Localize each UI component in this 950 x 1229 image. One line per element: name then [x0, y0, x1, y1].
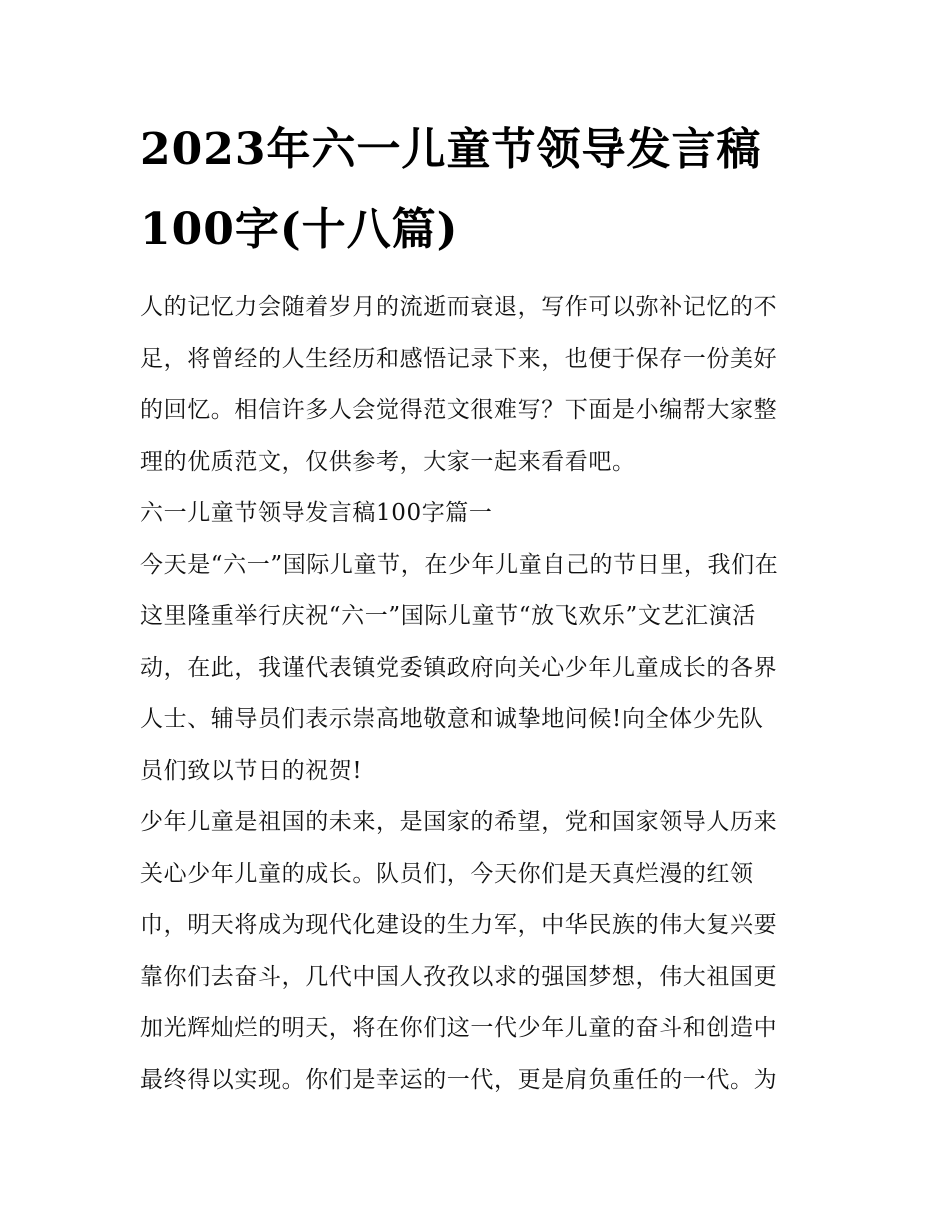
- document-body: [140, 282, 812, 1106]
- section-heading-text: 六一儿童节领导发言稿100字篇一: [140, 500, 493, 526]
- text-line: 巾，明天将成为现代化建设的生力军，中华民族的伟大复兴要: [140, 912, 778, 938]
- body-paragraph-2: [140, 797, 812, 1106]
- intro-paragraph: [140, 282, 812, 488]
- title-line: 100字(十八篇): [140, 204, 459, 255]
- text-line: 动，在此，我谨代表镇党委镇政府向关心少年儿童成长的各界: [140, 654, 778, 681]
- text-line: 今天是“六一”国际儿童节，在少年儿童自己的节日里，我们在: [140, 551, 779, 578]
- title-line: 2023年六一儿童节领导发言稿: [140, 124, 762, 175]
- text-line: 这里隆重举行庆祝“六一”国际儿童节“放飞欢乐”文艺汇演活: [140, 603, 756, 629]
- document-title: [140, 110, 812, 270]
- text-line: 人的记忆力会随着岁月的流逝而衰退，写作可以弥补记忆的不: [140, 294, 778, 320]
- document-page: [140, 110, 812, 1106]
- text-line: 少年儿童是祖国的未来，是国家的希望，党和国家领导人历来: [140, 809, 778, 835]
- text-line: 人士、辅导员们表示崇高地敬意和诚挚地问候!向全体少先队: [140, 706, 764, 732]
- text-line: 加光辉灿烂的明天，将在你们这一代少年儿童的奋斗和创造中: [140, 1015, 778, 1041]
- text-line: 理的优质范文，仅供参考，大家一起来看看吧。: [140, 448, 636, 475]
- text-line: 足，将曾经的人生经历和感悟记录下来，也便于保存一份美好: [140, 345, 778, 372]
- text-line: 员们致以节日的祝贺!: [140, 757, 363, 784]
- text-line: 的回忆。相信许多人会觉得范文很难写？下面是小编帮大家整: [140, 397, 778, 423]
- text-line: 最终得以实现。你们是幸运的一代，更是肩负重任的一代。为: [140, 1066, 778, 1093]
- body-paragraph-1: [140, 540, 812, 798]
- section-heading: [140, 488, 812, 540]
- text-line: 靠你们去奋斗，几代中国人孜孜以求的强国梦想，伟大祖国更: [140, 963, 778, 990]
- text-line: 关心少年儿童的成长。队员们，今天你们是天真烂漫的红领: [140, 860, 754, 887]
